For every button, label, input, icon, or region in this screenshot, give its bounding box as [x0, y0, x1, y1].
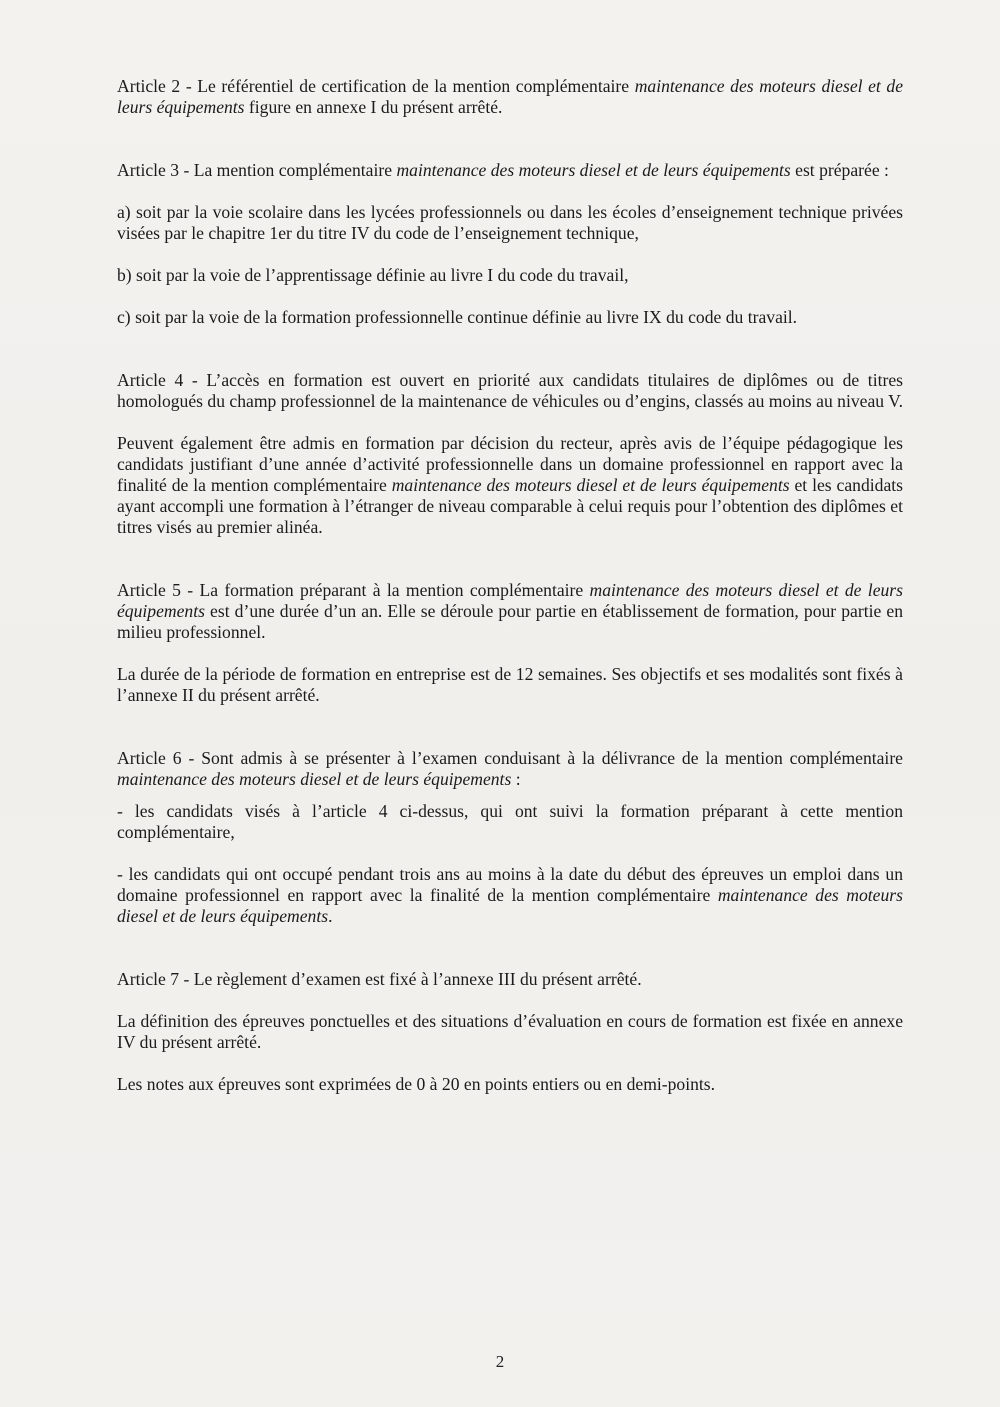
- article-7-paragraph-2: La définition des épreuves ponctuelles et des situations d’évaluation en cours de formation est fixée en annexe IV du présent arrêté.: [117, 1011, 903, 1052]
- article-2-emphasis: maintenance des moteurs diesel et de leurs équipements: [117, 76, 903, 117]
- article-3-item-a: a) soit par la voie scolaire dans les lycées professionnels ou dans les écoles d’enseignement technique privées visées par le chapitre 1er du titre IV du code de l’enseignement technique,: [117, 202, 903, 243]
- article-6-item-2: [117, 864, 903, 927]
- article-2: [117, 76, 903, 118]
- document-body: [117, 76, 903, 1095]
- article-6-emphasis: maintenance des moteurs diesel et de leurs équipements: [117, 769, 512, 789]
- article-4: Article 4 - L’accès en formation est ouvert en priorité aux candidats titulaires de diplômes ou de titres homologués du champ professionnel de la maintenance de véhicules ou d’engins, classés au moins au niveau V.: [117, 370, 903, 411]
- article-2-text: Article 2 - Le référentiel de certification de la mention complémentaire: [117, 76, 635, 96]
- article-3-item-c: c) soit par la voie de la formation professionnelle continue définie au livre IX du code du travail.: [117, 307, 798, 327]
- article-4-paragraph-2: [117, 433, 903, 538]
- article-3-emphasis: maintenance des moteurs diesel et de leurs équipements: [396, 160, 791, 180]
- article-3-text: Article 3 - La mention complémentaire: [117, 160, 397, 180]
- article-6-text: Article 6 - Sont admis à se présenter à l’examen conduisant à la délivrance de la mention complémentaire: [117, 748, 903, 768]
- article-5-paragraph-2: La durée de la période de formation en entreprise est de 12 semaines. Ses objectifs et ses modalités sont fixés à l’annexe II du présent arrêté.: [117, 664, 903, 705]
- article-2-text-end: figure en annexe I du présent arrêté.: [244, 97, 503, 117]
- article-3: [117, 160, 903, 181]
- article-7-paragraph-3: Les notes aux épreuves sont exprimées de 0 à 20 en points entiers ou en demi-points.: [117, 1074, 716, 1094]
- article-3-item-b: b) soit par la voie de l’apprentissage définie au livre I du code du travail,: [117, 265, 629, 285]
- article-6-item-2-text-end: .: [328, 906, 333, 926]
- article-4-p2-text-end: et les candidats ayant accompli une formation à l’étranger de niveau comparable à celui requis pour l’obtention des diplômes et titres visés au premier alinéa.: [117, 475, 903, 537]
- article-5-emphasis: maintenance des moteurs diesel et de leurs équipements: [117, 580, 903, 621]
- article-4-p2-emphasis: maintenance des moteurs diesel et de leurs équipements: [391, 475, 790, 495]
- article-3-text-end: est préparée :: [790, 160, 889, 180]
- article-6-item-2-text: - les candidats qui ont occupé pendant trois ans au moins à la date du début des épreuves un emploi dans un domaine professionnel en rapport avec la finalité de la mention complémentaire: [117, 864, 903, 905]
- article-5-text-end: est d’une durée d’un an. Elle se déroule pour partie en établissement de formation, pour partie en milieu professionnel.: [117, 601, 903, 642]
- article-5-text: Article 5 - La formation préparant à la mention complémentaire: [117, 580, 590, 600]
- article-6-item-2-emphasis: maintenance des moteurs diesel et de leurs équipements: [117, 885, 903, 926]
- article-6-text-end: :: [511, 769, 521, 789]
- article-4-p2-text: Peuvent également être admis en formation par décision du recteur, après avis de l’équipe pédagogique les candidats justifiant d’une année d’activité professionnelle dans un domaine professionnel en rapport avec la finalité de la mention complémentaire: [117, 433, 903, 495]
- article-6: [117, 748, 903, 790]
- page-number: 2: [495, 1352, 505, 1371]
- article-5: [117, 580, 903, 643]
- article-7: Article 7 - Le règlement d’examen est fixé à l’annexe III du présent arrêté.: [117, 969, 642, 989]
- article-6-item-1: - les candidats visés à l’article 4 ci-dessus, qui ont suivi la formation préparant à cette mention complémentaire,: [117, 801, 903, 842]
